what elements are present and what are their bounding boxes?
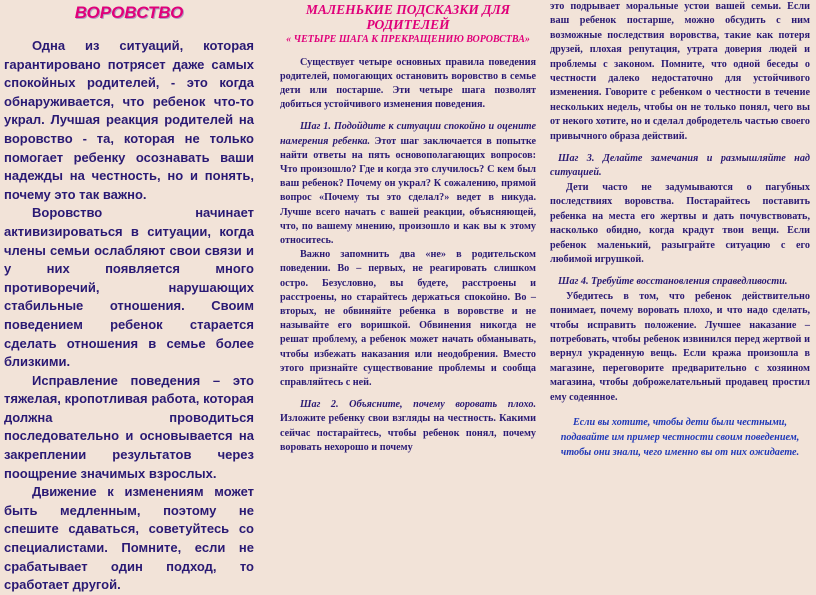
step1-paragraph: [280, 120, 536, 248]
step2-continuation: это подрывает моральные устои вашей семьи. Если ваш ребенок постарше, можно обсудить с ним возможные последствия воровства, такие как потеря друзей, плохая репутация, утрата доверия людей и проблемы с законом. Помните, что одной беседы о честности далеко недостаточно для устойчивого изменения. Говорите с ребенком о честности в течение нескольких недель, чтобы он не только понял, чего вы от некого хотите, но и сделал добродетель частью своего привычного образа действий.: [550, 1, 810, 142]
paragraph-advice: Движение к изменениям может быть медленным, поэтому не спешите сдаваться, советуйтесь со специалистами. Помните, если не срабатывает один подход, то сработает другой.: [4, 484, 254, 593]
step4-heading: Шаг 4. Требуйте восстановления справедливости.: [558, 276, 788, 288]
closing-advice: Если вы хотите, чтобы дети были честными, подавайте им пример честности своим поведением, чтобы они знали, чего именно вы от них ожидаете.: [560, 416, 800, 458]
paragraph-causes: Воровство начинает активизироваться в ситуации, когда члены семьи ослабляют свои связи и у них появляется много противоречий, нарушающих стабильные отношения. Своим поведением ребенок старается сделать отношения в семье более близкими.: [4, 205, 254, 370]
column-middle: [274, 0, 542, 554]
column-right: [546, 0, 816, 554]
tips-subtitle: « ЧЕТЫРЕ ШАГА К ПРЕКРАЩЕНИЮ ВОРОВСТВА»: [286, 34, 530, 45]
paragraph-correction: Исправление поведения – это тяжелая, кропотливая работа, которая должна проводиться последовательно и основывается на закреплении результатов через поощрение значимых взрослых.: [4, 372, 254, 481]
step3-text: Дети часто не задумываются о пагубных последствиях воровства. Постарайтесь поставить ребенка на места его жертвы и дать почувствовать, насколько обидно, когда крадут твои вещи. Если ребенок маленький, разыграйте ситуацию с его любимой игрушкой.: [550, 181, 810, 265]
step2-paragraph: [280, 398, 536, 455]
step2-text: Изложите ребенку свои взгляды на честность. Какими сейчас постарайтесь, чтобы ребенок понял, почему воровать нехорошо и почему: [280, 413, 536, 453]
paragraph-intro: Одна из ситуаций, которая гарантировано потрясет даже самых спокойных родителей, - это когда обнаруживается, что ребенок что-то украл. Лучшая реакция родителей на воровство - та, которая не только помогает ребенку осознавать ваши надежды на честность, но и понять, почему это так важно.: [4, 38, 254, 202]
column-left: [0, 0, 262, 593]
step1-note: Важно запомнить два «не» в родительском поведении. Во – первых, не реагировать слишком остро. Безусловно, вы будете, расстроены и расстроены, но старайтесь держаться спокойно. Во – вторых, не обвиняйте ребенка в воровстве и не называйте его воришкой. Обвинения никогда не решат проблему, а ребенок может начать обманывать, чтобы избежать наказания или неодобрения. Вместо этого признайте существование проблемы и сообща справляйтесь с ней.: [280, 249, 536, 388]
step2-heading: Шаг 2. Объясните, почему воровать плохо.: [300, 399, 536, 411]
step4-text: Убедитесь в том, что ребенок действительно понимает, почему воровать плохо, и что надо сделать, чтобы исправить положение. Лучшее наказание – потребовать, чтобы ребенок извинился перед жертвой и вернул украденную вещь. Если кража произошла в магазине, переговорите предварительно с хозяином магазина, чтобы доброжелательный продавец простил ему содеянное.: [550, 290, 810, 403]
step3-heading: Шаг 3. Делайте замечания и размышляйте над ситуацией.: [550, 153, 810, 179]
tips-title: МАЛЕНЬКИЕ ПОДСКАЗКИ ДЛЯ РОДИТЕЛЕЙ: [305, 2, 511, 32]
page-title: ВОРОВСТВО: [74, 3, 184, 22]
step1-heading: Шаг 1. Подойдите к ситуации спокойно и оцените намерения ребенка.: [280, 121, 536, 147]
step1-text: Этот шаг заключается в попытке найти ответы на пять основополагающих вопросов: Что произошло? Где и когда это случилось? С кем был ваш ребенок? Почему он украл? К сожалению, прямой вопрос «Почему ты это сделал?» ведет в никуда. Лучше всего начать с вашей реакции, объясняющей, что, по вашему мнению, произошло и как вы к этому относитесь.: [280, 135, 537, 246]
tips-intro: Существует четыре основных правила поведения родителей, помогающих остановить воровство в семье дети или постарше. Эти четыре шага позволят добиться устойчивого изменения поведения.: [280, 56, 536, 111]
